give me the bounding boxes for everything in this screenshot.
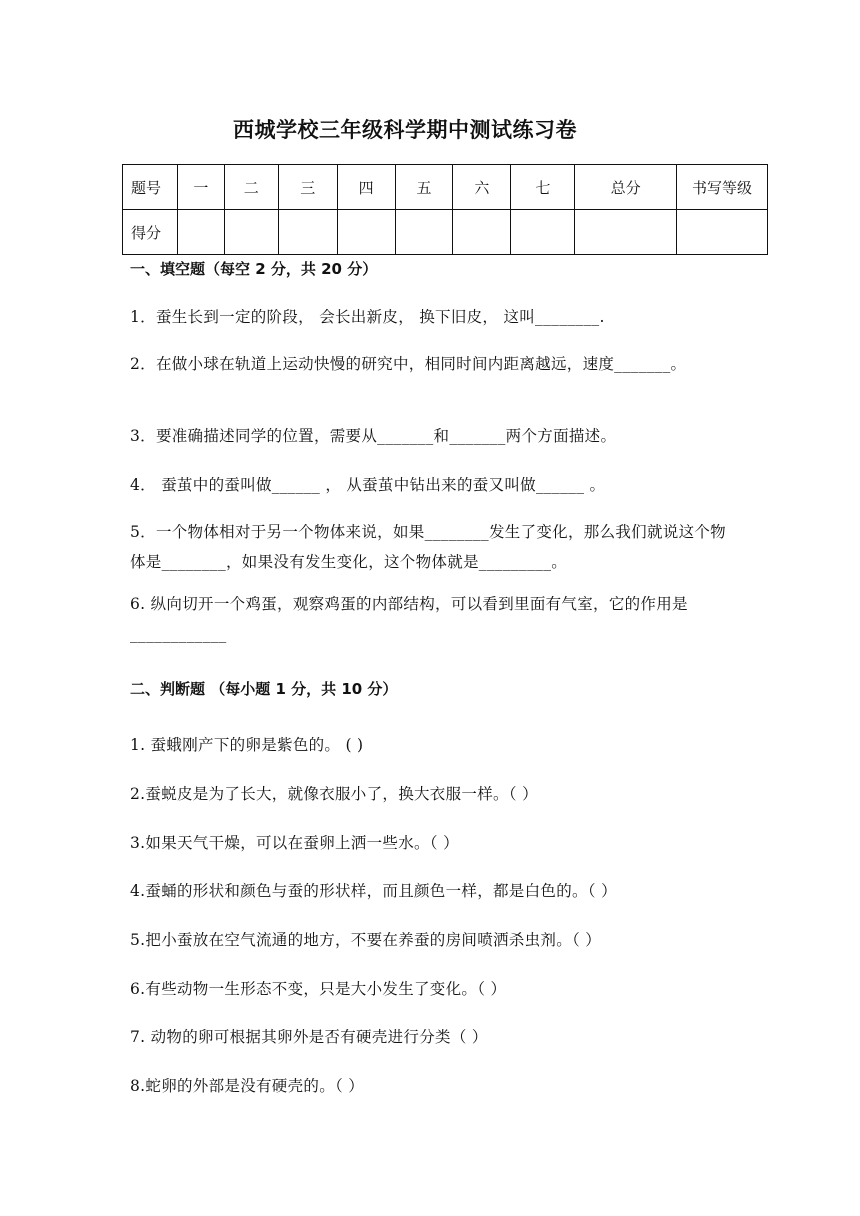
- question-tf-2: 2.蚕蜕皮是为了长大，就像衣服小了，换大衣服一样。（ ）: [130, 785, 538, 803]
- question-fill-4: 4． 蚕茧中的蚕叫做______ ， 从蚕茧中钻出来的蚕又叫做______ 。: [130, 476, 606, 494]
- header-cell-total: 总分: [575, 165, 677, 210]
- section-heading-fill-in: 一、填空题（每空 2 分，共 20 分）: [130, 260, 378, 278]
- header-cell-2: 二: [224, 165, 278, 210]
- score-table-score-row: [123, 210, 768, 255]
- header-cell-writing-grade: 书写等级: [677, 165, 768, 210]
- question-fill-2: 2．在做小球在轨道上运动快慢的研究中，相同时间内距离越远，速度_______。: [130, 355, 687, 373]
- header-cell-5: 五: [395, 165, 453, 210]
- score-cell-writing-grade[interactable]: [677, 210, 768, 255]
- header-cell-1: 一: [177, 165, 224, 210]
- question-fill-5: 5．一个物体相对于另一个物体来说，如果________发生了变化，那么我们就说这个物体是________，如果没有发生变化，这个物体就是_________。: [130, 523, 726, 571]
- header-cell-4: 四: [337, 165, 395, 210]
- question-tf-5: 5.把小蚕放在空气流通的地方，不要在养蚕的房间喷洒杀虫剂。（ ）: [130, 931, 602, 949]
- question-fill-6: 6. 纵向切开一个鸡蛋，观察鸡蛋的内部结构，可以看到里面有气室，它的作用是____________: [130, 595, 688, 643]
- score-cell[interactable]: [395, 210, 453, 255]
- section-heading-true-false: 二、判断题 （每小题 1 分，共 10 分）: [130, 680, 398, 698]
- question-tf-1: 1. 蚕蛾刚产下的卵是紫色的。 ( ): [130, 736, 364, 754]
- question-tf-7: 7. 动物的卵可根据其卵外是否有硬壳进行分类（ ）: [130, 1028, 488, 1046]
- score-cell[interactable]: [177, 210, 224, 255]
- page-title: 西城学校三年级科学期中测试练习卷: [233, 118, 577, 142]
- header-cell-7: 七: [511, 165, 575, 210]
- header-cell-number: 题号: [123, 165, 178, 210]
- score-cell[interactable]: [453, 210, 511, 255]
- question-tf-8: 8.蛇卵的外部是没有硬壳的。（ ）: [130, 1077, 365, 1095]
- score-table: [122, 164, 768, 255]
- score-cell[interactable]: [337, 210, 395, 255]
- score-row-label: 得分: [123, 210, 178, 255]
- score-table-header-row: [123, 165, 768, 210]
- question-tf-3: 3.如果天气干燥，可以在蚕卵上洒一些水。（ ）: [130, 834, 459, 852]
- score-cell[interactable]: [224, 210, 278, 255]
- score-cell[interactable]: [278, 210, 337, 255]
- score-cell-total[interactable]: [575, 210, 677, 255]
- question-tf-4: 4.蚕蛹的形状和颜色与蚕的形状样，而且颜色一样，都是白色的。（ ）: [130, 882, 617, 900]
- header-cell-3: 三: [278, 165, 337, 210]
- header-cell-6: 六: [453, 165, 511, 210]
- question-tf-6: 6.有些动物一生形态不变，只是大小发生了变化。（ ）: [130, 980, 507, 998]
- question-fill-1: 1．蚕生长到一定的阶段， 会长出新皮， 换下旧皮， 这叫________.: [130, 308, 605, 326]
- score-cell[interactable]: [511, 210, 575, 255]
- question-fill-3: 3．要准确描述同学的位置，需要从_______和_______两个方面描述。: [130, 427, 617, 445]
